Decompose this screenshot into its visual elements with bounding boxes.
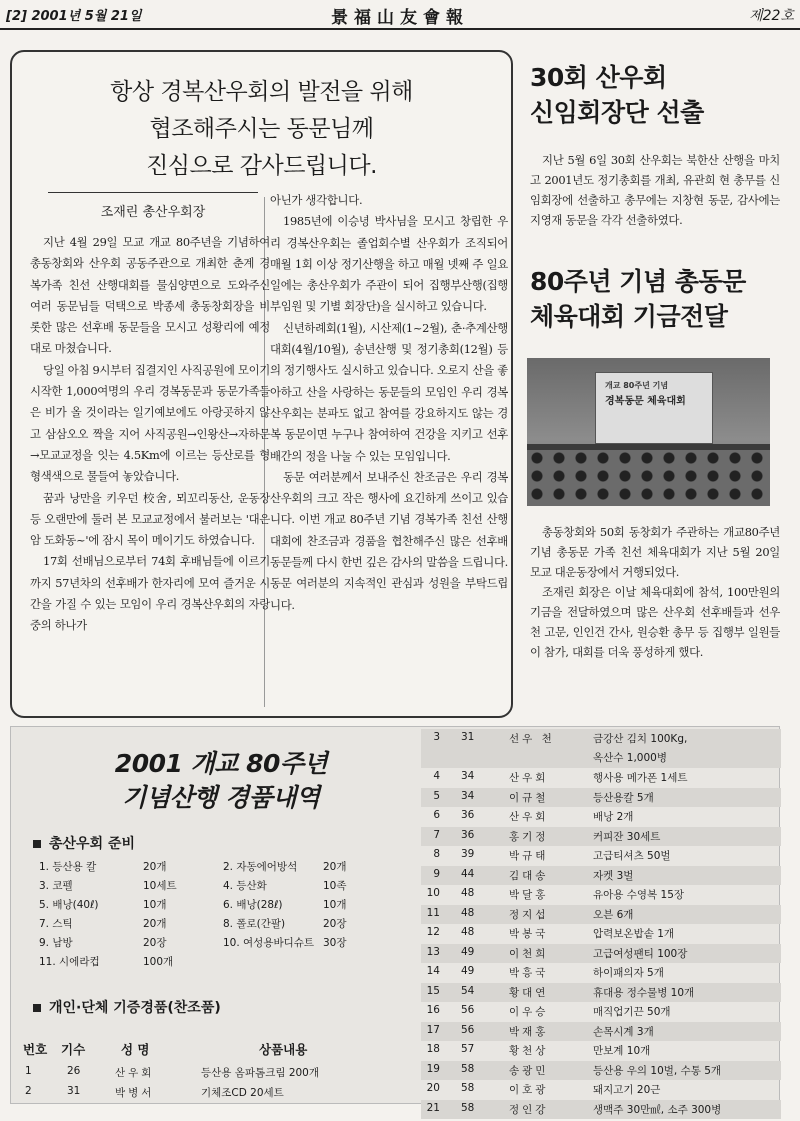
prize-item-name: 4. 등산화 [223,880,267,892]
banner-text: 개교 80주년 기념 [605,381,669,390]
donor-cell-name: 이우승 [509,1006,549,1018]
donor-cell-name: 선우 천 [509,733,555,745]
table-row [421,866,781,886]
donor-cell-item: 휴대용 정수물병 10개 [593,986,695,999]
donor-cell-no: 1 [25,1065,32,1077]
prize-item-name: 9. 남방 [39,937,73,949]
title-line: 기념산행 경품내역 [122,783,320,812]
headline-line: 신임회장단 선출 [530,98,704,127]
donor-cell-no: 17 [426,1023,440,1036]
donor-cell-no: 16 [426,1004,440,1016]
donor-cell-no: 21 [426,1101,440,1114]
donor-cell-item: 금강산 김치 100Kg, [593,733,688,745]
table-row [421,885,781,905]
donor-cell-no: 12 [426,926,440,938]
donor-cell-item: 만보계 10개 [593,1045,651,1057]
prize-item-qty: 20장 [323,918,347,930]
donor-cell-class: 58 [461,1062,475,1075]
donor-cell-item: 하이패의자 5개 [593,967,664,979]
donor-cell-no: 4 [433,770,440,782]
donor-cell-no: 9 [433,867,440,880]
paragraph: 총동창회와 50회 동창회가 주관하는 개교80주년 기념 총동문 가족 친선 체육대회가 지난 5월 20일 모교 대운동장에서 거행되었다. [530,525,780,579]
prize-item-qty: 10세트 [143,880,177,892]
paragraph: 조재린 회장은 이날 체육대회에 참석, 100만원의 기금을 전달하였으며 많은 산우회 선후배들과 선우 천 고문, 인인건 간사, 원승환 총무 등 집행부 일원들이 참가, 대회를 더욱 풍성하게 했다. [530,585,780,659]
table-row [421,788,781,808]
prize-item-name: 10. 여성용바디슈트 [223,937,315,949]
donor-cell-class: 54 [461,984,475,997]
prize-item-name: 3. 코펠 [39,880,73,892]
bullet-square-icon [33,1004,41,1012]
section-title: 총산우회 준비 [49,836,136,852]
prize-item-qty: 20개 [143,918,167,930]
donor-cell-no: 11 [426,906,440,919]
column-header-item: 상품내용 [259,1042,308,1057]
article-column-1 [30,232,270,637]
donor-cell-no: 7 [433,828,440,841]
prize-title [71,747,371,815]
headline-line: 30회 산우회 [530,63,667,92]
headline-line: 체육대회 기금전달 [530,302,728,331]
donor-cell-class: 31 [67,1085,81,1097]
donor-cell-item: 기체조CD 20세트 [201,1087,284,1099]
donor-cell-name: 송광민 [509,1064,549,1077]
donor-cell-no: 6 [433,809,440,821]
donor-cell-item: 등산용칼 5개 [593,791,654,804]
donor-cell-no: 19 [426,1062,440,1075]
donor-cell-item: 압력보온밥솥 1개 [593,928,675,940]
donor-cell-no: 15 [426,984,440,997]
thanks-headline [12,74,511,185]
prize-section [10,726,780,1116]
title-line: 2001 개교 80주년 [114,749,328,778]
prize-item-name: 8. 폴로(간팔) [223,918,286,930]
article2-body [530,522,780,662]
paragraph: 지난 5월 6일 30회 산우회는 북한산 산행을 마치고 2001년도 정기총회를 개최, 유관희 현 총무를 신임회장에 선출하고 총무에는 지창현 동문, 감사에는 지영재 동문을 각각 선출하였다. [530,153,780,227]
donor-cell-class: 58 [461,1101,475,1114]
donor-cell-name: 이규철 [509,791,549,804]
section-title: 개인·단체 기증경품(찬조품) [49,1000,221,1016]
donor-cell-class: 56 [461,1004,475,1016]
donor-cell-item: 오븐 6개 [593,908,634,921]
donor-cell-name: 박봉국 [509,928,549,940]
donor-cell-class: 56 [461,1023,475,1036]
donor-cell-item: 고급티셔츠 50벌 [593,850,671,862]
donor-cell-class: 36 [461,828,475,841]
donor-cell-name: 정지섭 [509,908,549,921]
table-row [421,827,781,847]
prize-item-qty: 10족 [323,880,347,892]
table-row [421,944,781,964]
donor-cell-name: 황천상 [509,1045,549,1057]
donor-cell-no: 13 [426,945,440,958]
issue-number: 제22호 [749,8,794,24]
banner-text: 경복동문 체육대회 [605,396,686,407]
donor-cell-name: 산우회 [509,811,549,823]
table-row [421,1022,781,1042]
donor-cell-no: 8 [433,848,440,860]
donor-cell-class: 48 [461,906,475,919]
donor-cell-no: 2 [25,1085,32,1097]
donor-cell-name: 이천희 [509,947,549,960]
paragraph: 1985년에 이승녕 박사님을 모시고 창립한 우리 경복산우회는 졸업회수별 산우회가 조직되어 매월 1회 이상 정기산행을 하고 매월 넷째 주 일요일에는 총산우회가 주관이 되어 집행부산행(집행부임원 및 기별 회장단)을 실시하고 있습니다. [270,214,508,314]
article2-headline [530,264,746,334]
paragraph: 신년하례회(1월), 시산제(1~2월), 춘·추계산행대회(4월/10월), 송년산행 및 정기총회(12월) 등의 정기행사도 실시하고 있습니다. 오로지 산을 좋아하고 산을 사랑하는 동문들의 모임인 우리 경복산우회는 분파도 없고 참여를 강요하지도 않는 경복 동문이면 누구나 참여하여 건강을 지키고 선후배간의 정을 나눌 수 있는 모임입니다. [270,320,508,463]
paragraph: 동문 여러분께서 보내주신 찬조금은 우리 경복산우회의 크고 작은 행사에 요긴하게 쓰이고 있습니다. 이번 개교 80주년 기념 경복가족 친선 산행대회에 찬조금과 경품을 협찬해주신 많은 선후배 동문들께 다시 한번 깊은 감사의 말씀을 드립니다. 동문 여러분의 지속적인 관심과 성원을 부탁드립니다. [270,469,508,612]
article-column-2 [270,190,508,616]
donor-cell-class: 36 [461,809,475,821]
prize-item-qty: 30장 [323,937,347,949]
paragraph: 아닌가 생각합니다. [270,193,363,207]
prize-item-qty: 100개 [143,956,174,968]
donor-cell-class: 31 [461,731,475,743]
table-row [421,1080,781,1100]
table-row [421,807,781,827]
donor-cell-class: 49 [461,945,475,958]
prize-item-qty: 10개 [323,899,347,911]
donor-cell-no: 14 [426,965,440,977]
donor-cell-class: 57 [461,1043,475,1055]
donor-cell-class: 49 [461,965,475,977]
prize-item-qty: 20개 [323,861,347,873]
table-row [421,768,781,788]
donor-cell-item: 커피잔 30세트 [593,830,661,843]
headline-line: 협조해주시는 동문님께 [149,116,374,142]
donor-cell-name: 박병서 [115,1087,155,1099]
column-header-class: 기수 [61,1042,86,1057]
donor-cell-item: 매직업기끈 50개 [593,1006,671,1018]
table-row [421,983,781,1003]
donor-cell-class: 48 [461,926,475,938]
donor-cell-name: 산우회 [509,772,549,784]
article1-body [530,150,780,230]
donor-cell-no: 20 [426,1082,440,1094]
donor-cell-item: 자켓 3벌 [593,869,634,882]
newsletter-title: 景福山友會報 [331,8,469,28]
prize-item-qty: 10개 [143,899,167,911]
donor-cell-name: 박흥국 [509,967,549,979]
donor-cell-item: 고급여성팬티 100장 [593,947,688,960]
prize-item-name: 11. 시에라컵 [39,956,100,968]
donor-cell-name: 황대연 [509,986,549,999]
donor-cell-item: 등산용 옴파톰크림 200개 [201,1067,320,1079]
donor-cell-class: 39 [461,848,475,860]
column-header-no: 번호 [23,1042,48,1057]
donor-cell-name: 산우회 [115,1067,155,1079]
donor-cell-item: 유아용 수영복 15장 [593,889,685,901]
table-row [421,1100,781,1120]
donor-cell-no: 18 [426,1043,440,1055]
donor-cell-item: 손목시계 3개 [593,1025,654,1038]
table-row [421,924,781,944]
donor-cell-name: 정인강 [509,1103,549,1116]
prize-item-name: 5. 배낭(40ℓ) [39,899,99,911]
section-heading [33,833,135,853]
donor-cell-item: 행사용 메가폰 1세트 [593,772,688,784]
donor-cell-class: 34 [461,770,475,782]
section-heading [33,997,221,1017]
page-date: [2] 2001년 5월 21일 [6,9,142,24]
donor-cell-class: 26 [67,1065,81,1077]
donor-cell-name: 박규태 [509,850,549,862]
prize-item-qty: 20장 [143,937,167,949]
paragraph: 지난 4월 29일 모교 개교 80주년을 기념하여 총동창회와 산우회 공동주관으로 개최한 춘계 경복가족 친선 산행대회를 물심양면으로 도와주신 여러 동문님들 덕택으로 박종세 총동창회장을 비롯한 많은 선후배 동문들을 모시고 성황리에 예정대로 마쳤습니다. [30,235,270,356]
table-row [421,729,781,768]
article1-headline [530,60,704,130]
donor-cell-item: 등산용 우의 10벌, 수통 5개 [593,1064,722,1077]
table-row [421,905,781,925]
photo-crowd [527,450,770,506]
donor-cell-name: 박재홍 [509,1025,549,1038]
donor-cell-name: 박달홍 [509,889,549,901]
donor-rows-right [421,727,781,1116]
prize-item-name: 7. 스틱 [39,918,73,930]
table-row [421,846,781,866]
prize-item-name: 2. 자동에어방석 [223,861,298,873]
donor-cell-class: 44 [461,867,475,880]
paragraph: 17회 선배님으로부터 74회 후배님들에 이르기까지 57년차의 선후배가 한자리에 모여 즐거운 시간을 가질 수 있는 모임이 우리 경복산우회의 자랑중의 하나가 [30,554,270,633]
table-row [421,1061,781,1081]
table-row [421,963,781,983]
paragraph: 당일 아침 9시부터 집결지인 사직공원에 모이기 시작한 1,000여명의 우리 경복동문과 동문가족들은 비가 올 것이라는 일기예보에도 아랑곳하지 않고 삼삼오오 짝을 지어 사직공원→인왕산→자하문→모교교정을 잇는 4.5Km에 이르는 등산로를 형형색색으로 물들여 놓았습니다. [30,362,270,484]
donor-cell-class: 34 [461,789,475,802]
donor-cell-item: 돼지고기 20근 [593,1084,661,1096]
donor-cell-name: 이호광 [509,1084,549,1096]
donor-cell-class: 58 [461,1082,475,1094]
prize-item-name: 6. 배낭(28ℓ) [223,899,283,911]
paragraph: 꿈과 낭만을 키우던 校舍, 뫼꼬리동산, 운동장 등 오랜만에 둘러 본 모교교정에서 불러보는 '대은암 도화동~'에 잠시 목이 메이기도 하였습니다. [30,490,270,548]
donor-cell-name: 김대송 [509,869,549,882]
headline-line: 80주년 기념 총동문 [530,267,746,296]
prize-item-qty: 20개 [143,861,167,873]
donor-cell-no: 5 [433,789,440,802]
donor-cell-item: 옥산수 1,000병 [593,752,667,764]
donor-cell-class: 48 [461,887,475,899]
column-header-name: 성 명 [121,1042,150,1057]
page-header [0,0,800,30]
table-row [421,1002,781,1022]
donor-cell-name: 홍기정 [509,830,549,843]
donor-cell-item: 생맥주 30만㎖, 소주 300병 [593,1103,722,1116]
prize-item-name: 1. 등산용 칼 [39,861,97,873]
headline-line: 진심으로 감사드립니다. [146,153,377,179]
headline-line: 항상 경복산우회의 발전을 위해 [110,79,413,105]
bullet-square-icon [33,840,41,848]
thanks-article [10,50,513,718]
event-photo [527,358,770,506]
donor-cell-no: 3 [433,731,440,743]
table-row [421,1041,781,1061]
donor-cell-no: 10 [426,887,440,899]
donor-cell-item: 배낭 2개 [593,811,634,823]
byline: 조재린 총산우회장 [48,192,258,220]
